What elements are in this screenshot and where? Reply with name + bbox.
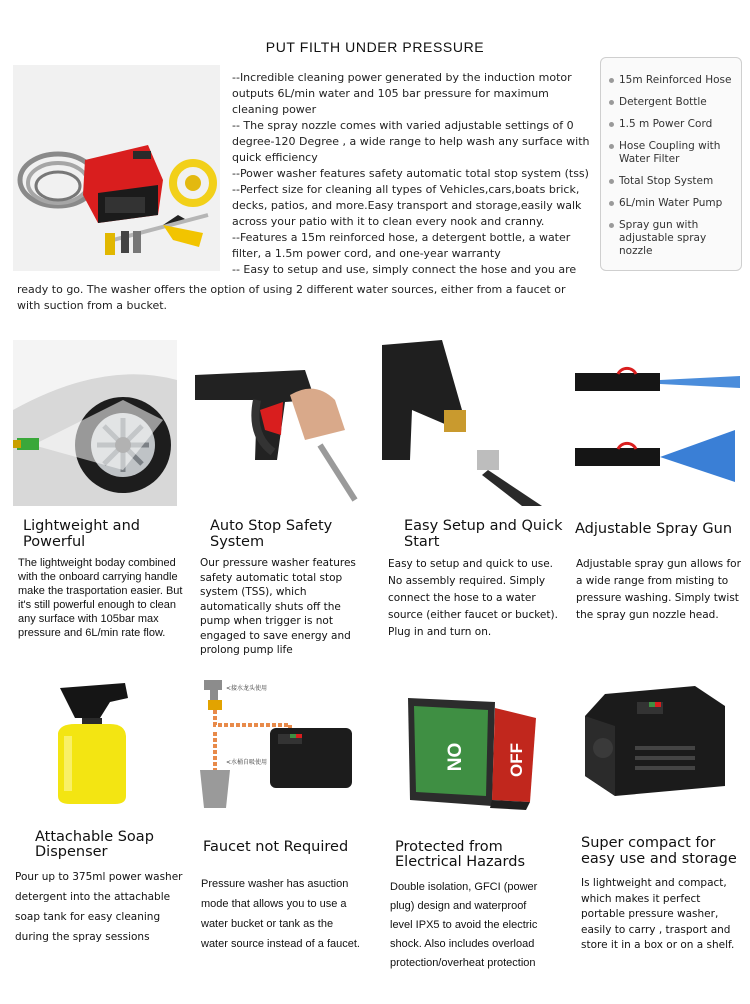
intro-line: --Power washer features safety automatic total stop system (tss): [232, 167, 589, 180]
feature-title: Attachable Soap Dispenser: [35, 829, 154, 860]
compact-washer-image: [575, 676, 733, 808]
intro-line: --Incredible cleaning power generated by the induction motor outputs 6L/min water and 105 bar pressure for maximum cleaning power: [232, 71, 572, 116]
intro-line: -- The spray nozzle comes with varied adjustable settings of 0 degree-120 Degree , a wide range to help wash any surface with quick efficiency: [232, 119, 590, 164]
feature-text: Easy to setup and quick to use. No assembly required. Simply connect the hose to a water source (either faucet or bucket). Plug in and turn on.: [388, 558, 558, 638]
on-off-switch-image: [400, 688, 540, 812]
feature-text: Pour up to 375ml power washer detergent into the attachable soap tank for easy cleaning during the spray sessions: [15, 871, 183, 943]
bucket-mode-label: <水桶自吸使用: [226, 759, 268, 766]
feature-title: Auto Stop Safety System: [210, 518, 333, 550]
feature-text: Our pressure washer features safety automatic total stop system (TSS), which automatically shuts off the pump when trigger is not engaged to save energy and prolong pump life: [200, 557, 356, 656]
spray-gun-hand-image: [195, 340, 363, 506]
feature-text: The lightweight boday combined with the onboard carrying handle make the trasportation easier. But it's still powerful enough to clean any surface with 105bar max pressure and 6L/min rate flow.: [18, 557, 183, 639]
feature-text: Is lightweight and compact, which makes it perfect portable pressure washer, easily to carry , trasport and store it in a box or on a shelf.: [581, 877, 735, 951]
spec-item: 6L/min Water Pump: [609, 197, 735, 210]
nozzle-spray-image: [570, 340, 740, 506]
car-wheel-spray-image: [13, 340, 177, 506]
intro-line: -- Easy to setup and use, simply connect the hose and you are: [232, 263, 577, 276]
intro-description: [232, 70, 592, 278]
faucet-mode-label: <接水龙头使用: [226, 685, 268, 692]
hero-product-image: [13, 65, 220, 271]
feature-title: Super compact for easy use and storage: [581, 835, 737, 867]
spec-item: Spray gun with adjustable spray nozzle: [609, 219, 735, 258]
feature-title: Easy Setup and Quick Start: [404, 518, 563, 550]
soap-dispenser-image: [30, 678, 160, 808]
spec-item: Hose Coupling with Water Filter: [609, 140, 735, 166]
feature-text: Pressure washer has asuction mode that allows you to use a water bucket or tank as the water source instead of a faucet.: [201, 878, 360, 950]
feature-title: Lightweight and Powerful: [23, 518, 140, 550]
spec-item: Total Stop System: [609, 175, 735, 188]
switch-off-label: OFF: [507, 743, 526, 777]
feature-title: Faucet not Required: [203, 839, 349, 855]
spec-item: 15m Reinforced Hose: [609, 74, 735, 87]
faucet-bucket-diagram-image: [190, 670, 358, 810]
spec-item: 1.5 m Power Cord: [609, 118, 735, 131]
switch-on-label: ON: [442, 742, 464, 772]
intro-line: --Features a 15m reinforced hose, a detergent bottle, a water filter, a 1.5m power cord, and one-year warranty: [232, 231, 571, 260]
feature-title: Adjustable Spray Gun: [575, 521, 733, 537]
intro-line: --Perfect size for cleaning all types of Vehicles,cars,boats brick, decks, patios, and more.Easy transport and storage,easily walk across your patio with it to clean every nook and cranny.: [232, 183, 582, 228]
feature-text: Double isolation, GFCI (power plug) design and waterproof level IPX5 to avoid the electric shock. Also includes overload protection/overheat protection: [390, 881, 538, 969]
page-title: PUT FILTH UNDER PRESSURE: [265, 39, 485, 55]
hose-connector-image: [382, 340, 550, 506]
spec-item: Detergent Bottle: [609, 96, 735, 109]
intro-continuation: ready to go. The washer offers the option of using 2 different water sources, either from a faucet or with suction from a bucket.: [17, 283, 566, 312]
feature-text: Adjustable spray gun allows for a wide range from misting to pressure washing. Simply twist the spray gun nozzle head.: [576, 558, 741, 621]
spec-list-box: [600, 57, 742, 271]
feature-title: Protected from Electrical Hazards: [395, 839, 526, 870]
